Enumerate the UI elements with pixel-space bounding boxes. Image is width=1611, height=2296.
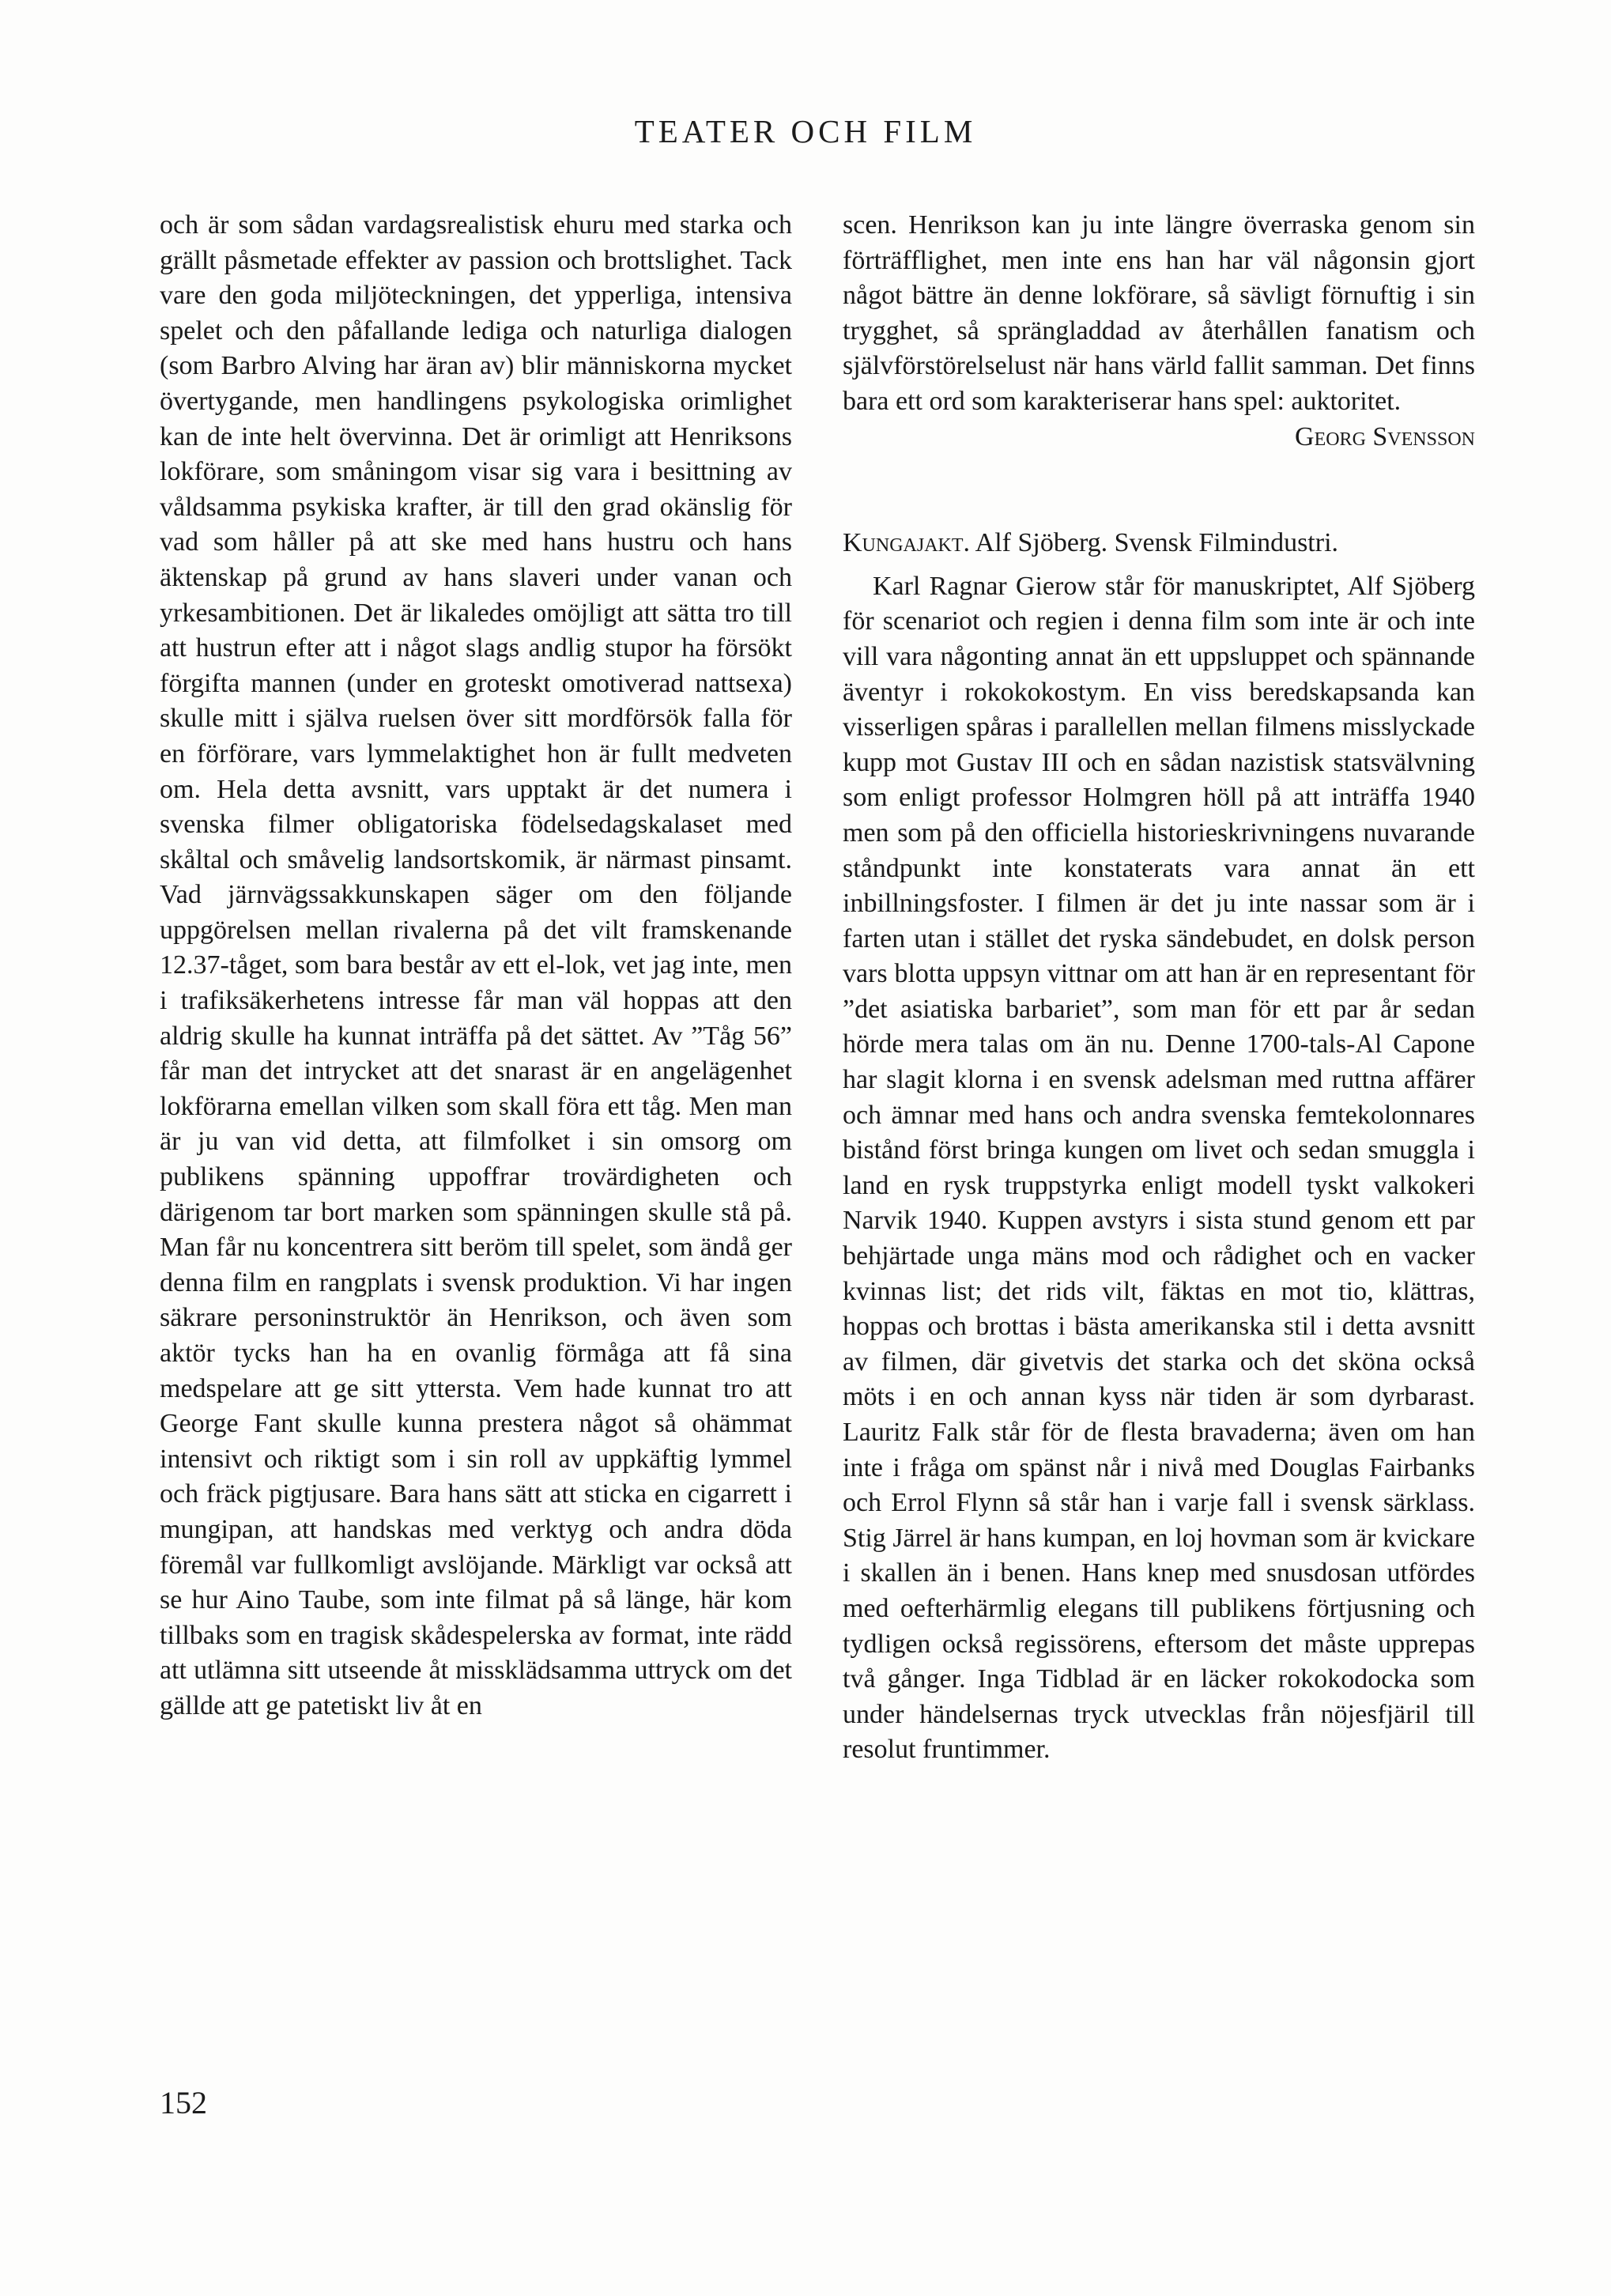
author-signature: Georg Svensson <box>1295 421 1475 451</box>
running-title: TEATER OCH FILM <box>634 113 977 149</box>
left-column <box>160 208 792 1724</box>
page-number: 152 <box>160 2085 207 2120</box>
review-heading <box>843 526 1475 561</box>
review-title: Kungajakt. <box>843 528 971 558</box>
left-column-text: och är som sådan vardagsrealistisk ehuru med starka och grällt påsmetade effekter av passion och brottslighet. Tack vare den goda miljöteckningen, det ypperliga, intensiva spelet och den påfallande lediga och naturliga dialogen (som Barbro Alving har äran av) blir människorna mycket övertygande, men handlingens psykologiska orimlighet kan de inte helt övervinna. Det är orimligt att Henriksons lokförare, som småningom visar sig vara i besittning av våldsamma psykiska krafter, är till den grad okänslig för vad som håller på att ske med hans hustru och hans äktenskap på grund av hans slaveri under vanan och yrkesambitionen. Det är likaledes omöjligt att sätta tro till att hustrun efter att i något slags andlig stupor ha försökt förgifta mannen (under en groteskt omotiverad nattsexa) skulle mitt i själva ruelsen över sitt mordförsök falla för en förförare, vars lymmelaktighet hon är fullt medveten om. Hela detta avsnitt, vars upptakt är det numera i svenska filmer obligatoriska födelsedagskalaset med skåltal och småvelig landsortskomik, är närmast pinsamt. Vad järnvägssakkunskapen säger om den följande uppgörelsen mellan rivalerna på det vilt framskenande 12.37-tåget, som bara består av ett el-lok, vet jag inte, men i trafiksäkerhetens intresse får man väl hoppas att den aldrig skulle ha kunnat inträffa på det sättet. Av ”Tåg 56” får man det intrycket att det snarast är en angelägenhet lokförarna emellan vilken som skall föra ett tåg. Men man är ju van vid detta, att filmfolket i sin omsorg om publikens spänning uppoffrar trovärdigheten och därigenom tar bort marken som spänningen skulle stå på. Man får nu koncentrera sitt beröm till spelet, som ändå ger denna film en rangplats i svensk produktion. Vi har ingen säkrare personinstruktör än Henrikson, och även som aktör tycks han ha en ovanlig förmåga att få sina medspelare att ge sitt yttersta. Vem hade kunnat tro att George Fant skulle kunna prestera något så ohämmat intensivt och riktigt som i sin roll av uppkäftig lymmel och fräck pigtjusare. Bara hans sätt att sticka en cigarrett i mungipan, att handskas med verktyg och andra döda föremål var fullkomligt avslöjande. Märkligt var också att se hur Aino Taube, som inte filmat på så länge, här kom tillbaks som en tragisk skådespelerska av format, inte rädd att utlämna sitt utseende åt missklädsamma uttryck om det gällde att ge patetiskt liv åt en <box>160 210 792 1720</box>
right-column <box>843 208 1475 1768</box>
review-continuation-text: scen. Henrikson kan ju inte längre överraska genom sin förträfflighet, men inte ens han har väl någonsin gjort något bättre än denne lokförare, så sävligt förnuftig i sin trygghet, så sprängladdad av återhållen fanatism och självförstörelselust när hans värld fallit samman. Det finns bara ett ord som karakteriserar hans spel: auktoritet. <box>843 210 1475 416</box>
review-body-text: Karl Ragnar Gierow står för manuskriptet, Alf Sjöberg för scenariot och regien i denna film som inte är och inte vill vara någonting annat än ett uppsluppet och spännande äventyr i rokokokostym. En viss beredskapsanda kan visserligen spåras i parallellen mellan filmens misslyckade kupp mot Gustav III och en sådan nazistisk statsvälvning som enligt professor Holmgren höll på att inträffa 1940 men som på den officiella historieskrivningens nuvarande ståndpunkt inte konstaterats vara annat än ett inbillningsfoster. I filmen är det ju inte nassar som är i farten utan i stället det ryska sändebudet, en dolsk person vars blotta uppsyn vittnar om att han är en representant för ”det asiatiska barbariet”, som man för ett par år sedan hörde mera talas om än nu. Denne 1700-tals-Al Capone har slagit klorna i en svensk adelsman med ruttna affärer och ämnar med hans och andra svenska femtekolonnares bistånd först bringa kungen om livet och sedan smuggla i land en rysk truppstyrka enligt modell tyskt valkokeri Narvik 1940. Kuppen avstyrs i sista stund genom ett par behjärtade unga mäns mod och rådighet och en vacker kvinnas list; det rids vilt, fäktas en mot tio, klättras, hoppas och brottas i bästa amerikanska stil i detta avsnitt av filmen, där givetvis det starka och det sköna också möts i en och annan kyss när tiden är som dyrbarast. Lauritz Falk står för de flesta bravaderna; även om han inte i fråga om spänst når i nivå med Douglas Fairbanks och Errol Flynn så står han i varje fall i svensk särklass. Stig Järrel är hans kumpan, en loj hovman som är kvickare i skallen än i benen. Hans knep med snusdosan utfördes med oefterhärmlig elegans till publikens förtjusning och tydligen också regissörens, eftersom det måste upprepas två gånger. Inga Tidblad är en läcker rokokodocka som under händelsernas tryck utvecklas från nöjesfjäril till resolut fruntimmer. <box>843 571 1475 1765</box>
review-credits: Alf Sjöberg. Svensk Filmindustri. <box>975 528 1339 558</box>
